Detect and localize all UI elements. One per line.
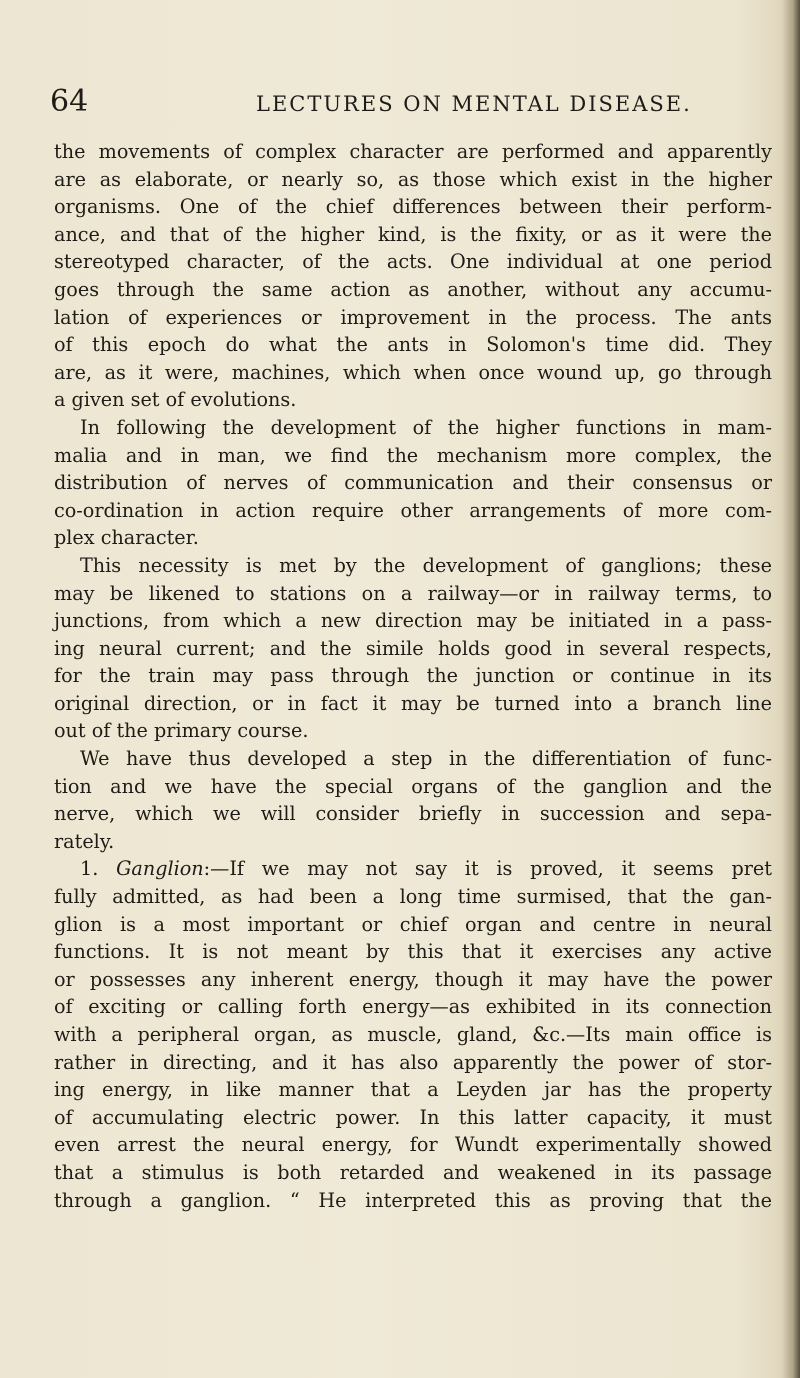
text-line: functions. It is not meant by this that it exercises any active <box>54 940 772 964</box>
text-line: nerve, which we will consider briefly in succession and sepa- <box>54 802 772 826</box>
text-line: rately. <box>54 829 115 853</box>
section-heading: Ganglion <box>116 857 204 881</box>
text-line: lation of experiences or improvement in the process. The ants <box>54 305 772 329</box>
page-edge-shadow <box>782 0 800 1378</box>
text-line: for the train may pass through the junction or continue in its <box>54 664 772 688</box>
section-heading-line <box>54 855 772 883</box>
text-line: of accumulating electric power. In this latter capacity, it must <box>54 1105 772 1129</box>
text-line: goes through the same action as another, without any accumu- <box>54 277 772 301</box>
page-header <box>50 84 750 124</box>
text-line: out of the primary course. <box>54 719 309 743</box>
page-number: 64 <box>50 84 89 119</box>
text-line: may be likened to stations on a railway—or in railway terms, to <box>54 581 772 605</box>
text-run: :—If we may not say it is proved, it seems pret <box>203 857 772 881</box>
text-line: of exciting or calling forth energy—as exhibited in its connection <box>54 995 772 1019</box>
text-line: the movements of complex character are performed and apparently <box>54 140 772 163</box>
text-line: ing neural current; and the simile holds good in several respects, <box>54 636 772 660</box>
text-line: This necessity is met by the development of ganglions; these <box>80 553 772 577</box>
text-line: plex character. <box>54 526 199 550</box>
text-line: stereotyped character, of the acts. One individual at one period <box>54 250 772 274</box>
text-line: malia and in man, we find the mechanism more complex, the <box>54 443 772 467</box>
text-line: even arrest the neural energy, for Wundt experimentally showed <box>54 1133 772 1157</box>
text-line: tion and we have the special organs of the ganglion and the <box>54 774 772 798</box>
text-line: are as elaborate, or nearly so, as those which exist in the higher <box>54 167 772 191</box>
text-line: of this epoch do what the ants in Solomon's time did. They <box>54 333 772 357</box>
text-line: In following the development of the higher functions in mam- <box>80 415 772 439</box>
text-line: ing energy, in like manner that a Leyden jar has the property <box>54 1078 772 1102</box>
text-line: distribution of nerves of communication and their consensus or <box>54 471 772 495</box>
text-line: organisms. One of the chief differences between their perform- <box>54 195 772 219</box>
text-line: a given set of evolutions. <box>54 388 297 412</box>
body-text <box>54 138 772 1214</box>
text-line: that a stimulus is both retarded and weakened in its passage <box>54 1160 772 1184</box>
running-head: LECTURES ON MENTAL DISEASE. <box>256 92 692 116</box>
text-line: original direction, or in fact it may be turned into a branch line <box>54 691 772 715</box>
text-line: junctions, from which a new direction may be initiated in a pass- <box>54 609 772 633</box>
text-line: co-ordination in action require other arrangements of more com- <box>54 498 772 522</box>
text-line: through a ganglion. “ He interpreted this as proving that the <box>54 1188 772 1212</box>
text-line: ance, and that of the higher kind, is the fixity, or as it were the <box>54 222 772 246</box>
text-line: are, as it were, machines, which when once wound up, go through <box>54 360 772 384</box>
text-line: or possesses any inherent energy, though it may have the power <box>54 967 772 991</box>
text-line: fully admitted, as had been a long time surmised, that the gan- <box>54 885 772 909</box>
text-line: We have thus developed a step in the differentiation of func- <box>80 747 772 771</box>
text-line: glion is a most important or chief organ and centre in neural <box>54 912 772 936</box>
section-number: 1. <box>80 857 99 881</box>
text-line: rather in directing, and it has also apparently the power of stor- <box>54 1050 772 1074</box>
text-line: with a peripheral organ, as muscle, gland, &c.—Its main office is <box>54 1023 772 1046</box>
